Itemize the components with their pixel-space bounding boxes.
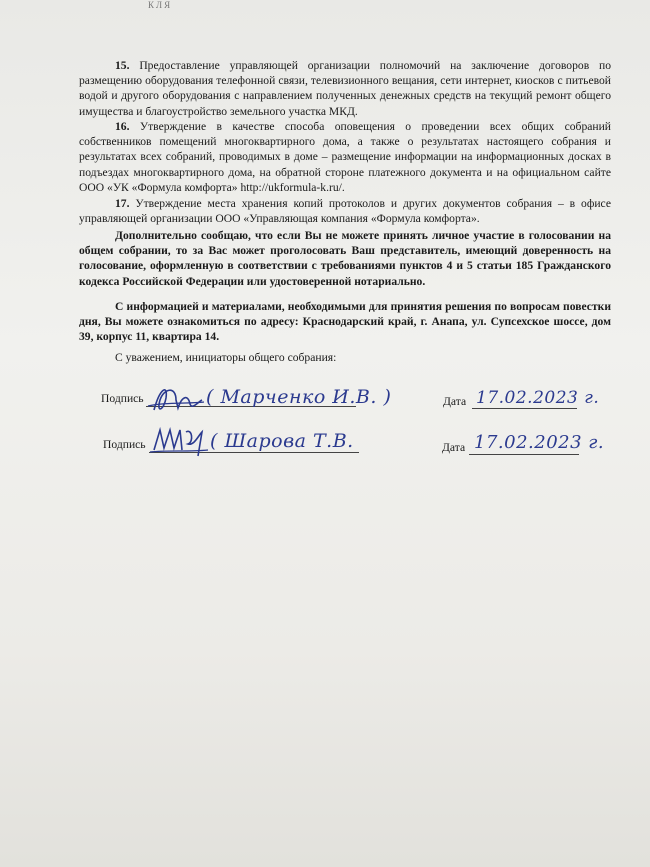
- signature-label: Подпись: [101, 392, 144, 405]
- agenda-item-15: [79, 58, 611, 119]
- closing-line: С уважением, инициаторы общего собрания:: [115, 351, 337, 364]
- handwritten-name-1: ( Марченко И.В. ): [206, 386, 392, 408]
- agenda-item-text: Утверждение места хранения копий протоколов и других документов собрания – в офисе управляющей организации ООО «Управляющая компания «Формула комфорта».: [79, 197, 611, 226]
- agenda-item-number: 17.: [115, 197, 130, 210]
- agenda-item-text: Утверждение в качестве способа оповещения о проведении всех общих собраний собственников помещений многоквартирного дома, а также о результатах настоящего собрания и результатах всех собраний, проводимых в доме – размещение информации на информационных досках в подъездах многоквартирного дома, на обратной стороне платежного документа и на официальном сайте ООО «УК «Формула комфорта» http://ukformula-k.ru/.: [79, 120, 611, 194]
- date-line: [472, 408, 577, 409]
- signature-row-1: [0, 380, 650, 420]
- agenda-item-text: Предоставление управляющей организации полномочий на заключение договоров по размещению оборудования телефонной связи, телевизионного вещания, сети интернет, киосков с питьевой водой и другого оборудования с направлением полученных денежных средств на текущий ремонт общего имущества и благоустройство земельного участка МКД.: [79, 59, 611, 118]
- signature-label: Подпись: [103, 438, 146, 451]
- handwritten-date-1: 17.02.2023 г.: [476, 388, 600, 408]
- agenda-item-number: 15.: [115, 59, 130, 72]
- date-line: [469, 454, 579, 455]
- handwritten-name-2: ( Шарова Т.В.: [210, 430, 354, 452]
- handwritten-date-2: 17.02.2023 г.: [474, 432, 605, 453]
- agenda-item-16: [79, 119, 611, 195]
- info-address-paragraph: С информацией и материалами, необходимыми для принятия решения по вопросам повестки дня, Вы можете ознакомиться по адресу: Краснодарский край, г. Анапа, ул. Супсехское шоссе, дом 39, корпус 11, квартира 14.: [79, 300, 611, 344]
- agenda-item-number: 16.: [115, 120, 130, 133]
- date-label: Дата: [443, 395, 467, 408]
- signature-row-2: [0, 422, 650, 462]
- signature-scribble-1: [146, 380, 206, 420]
- signature-scribble-2: [148, 422, 210, 462]
- top-edge-mark: КЛЯ: [148, 0, 173, 10]
- date-label: Дата: [442, 441, 466, 454]
- agenda-item-17: [79, 196, 611, 226]
- proxy-notice-paragraph: Дополнительно сообщаю, что если Вы не можете принять личное участие в голосовании на общем собрании, то за Вас может проголосовать Ваш представитель, имеющий доверенность на голосование, оформленную в соответствии с требованиями пунктов 4 и 5 статьи 185 Гражданского кодекса Российской Федерации или удостоверенной нотариально.: [79, 229, 611, 288]
